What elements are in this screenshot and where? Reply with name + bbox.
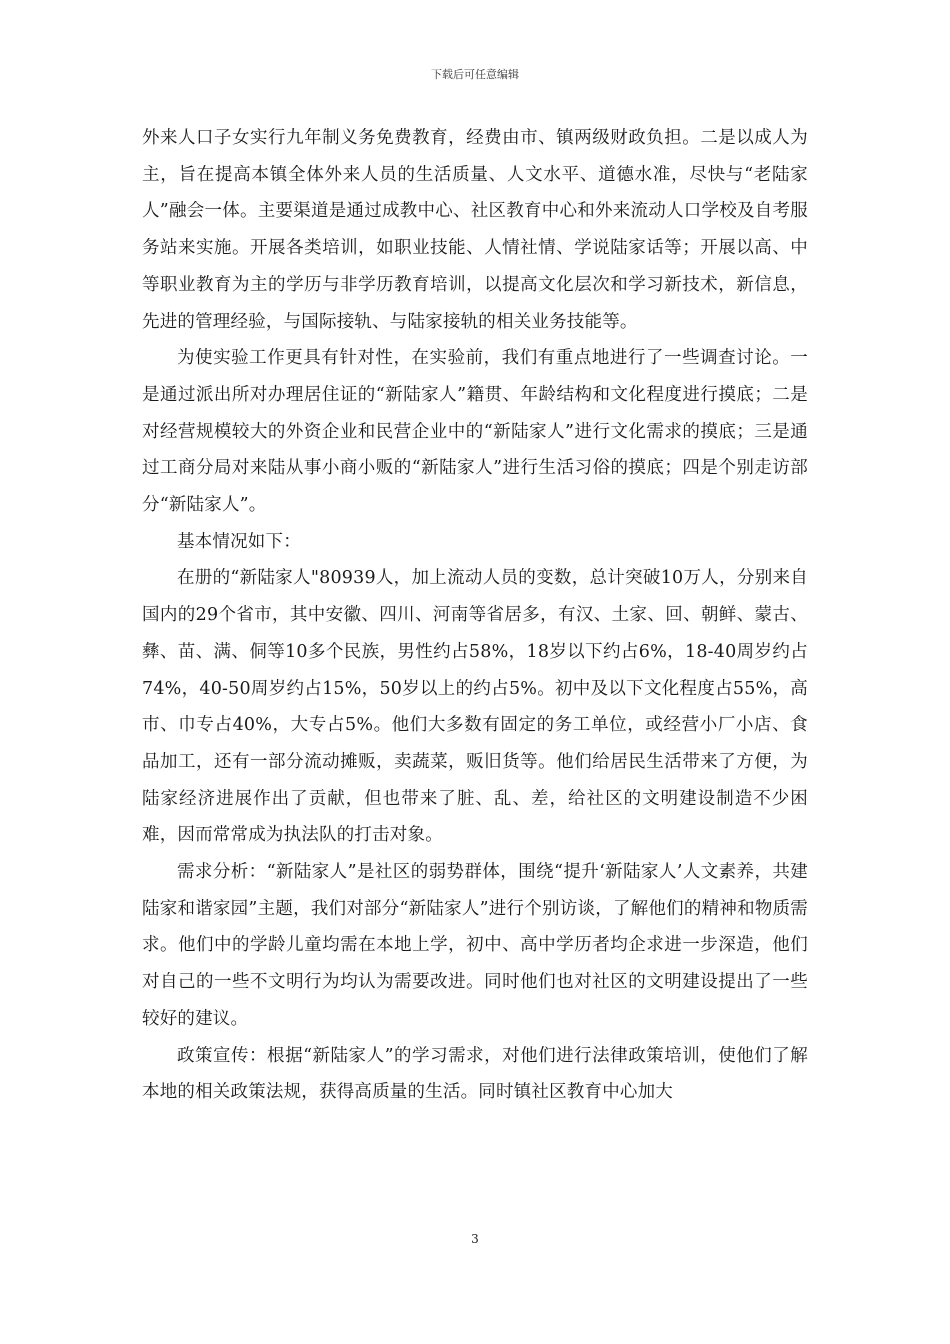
- paragraph-basic-info-heading: 基本情况如下：: [177, 531, 301, 552]
- document-body: [142, 120, 808, 1111]
- page-header: 下载后可任意编辑: [431, 68, 519, 81]
- paragraph-continuation: 外来人口子女实行九年制义务免费教育，经费由市、镇两级财政负担。二是以成人为主，旨在提高本镇全体外来人员的生活质量、人文水平、道德水准，尽快与“老陆家人”融会一体。主要渠道是通过成教中心、社区教育中心和外来流动人口学校及自考服务站来实施。开展各类培训，如职业技能、人情社情、学说陆家话等；开展以高、中等职业教育为主的学历与非学历教育培训，以提高文化层次和学习新技术，新信息，先进的管理经验，与国际接轨、与陆家接轨的相关业务技能等。: [142, 128, 808, 332]
- paragraph-survey: 为使实验工作更具有针对性，在实验前，我们有重点地进行了一些调查讨论。一是通过派出所对办理居住证的“新陆家人”籍贯、年龄结构和文化程度进行摸底；二是对经营规模较大的外资企业和民营企业中的“新陆家人”进行文化需求的摸底；三是通过工商分局对来陆从事小商小贩的“新陆家人”进行生活习俗的摸底；四是个别走访部分“新陆家人”。: [142, 348, 808, 516]
- paragraph-statistics: 在册的“新陆家人"80939人，加上流动人员的变数，总计突破10万人，分别来自国内的29个省市，其中安徽、四川、河南等省居多，有汉、土家、回、朝鲜、蒙古、彝、苗、满、侗等10多个民族，男性约占58%，18岁以下约占6%，18-40周岁约占74%，40-50周岁约占15%，50岁以上的约占5%。初中及以下文化程度占55%，高巿、巾专占40%，大专占5%。他们大多数有固定的务工单位，或经营小厂小店、食品加工，还有一部分流动摊贩，卖蔬菜，贩旧货等。他们给居民生活带来了方便，为陆家经济进展作出了贡献，但也带来了脏、乱、差，给社区的文明建设制造不少困难，因而常常成为执法队的打击对象。: [142, 568, 808, 846]
- page-number: 3: [471, 1232, 479, 1246]
- paragraph-needs-analysis: 需求分析：“新陆家人”是社区的弱势群体，围绕“提升‘新陆家人’人文素养，共建陆家和谐家园”主题，我们对部分“新陆家人”进行个别访谈，了解他们的精神和物质需求。他们中的学龄儿童均需在本地上学，初中、高中学历者均企求进一步深造，他们对自己的一些不文明行为均认为需要改进。同时他们也对社区的文明建设提出了一些较好的建议。: [142, 862, 808, 1029]
- paragraph-policy-promotion: 政策宣传：根据“新陆家人”的学习需求，对他们进行法律政策培训，使他们了解本地的相关政策法规，获得高质量的生活。同时镇社区教育中心加大: [142, 1045, 808, 1103]
